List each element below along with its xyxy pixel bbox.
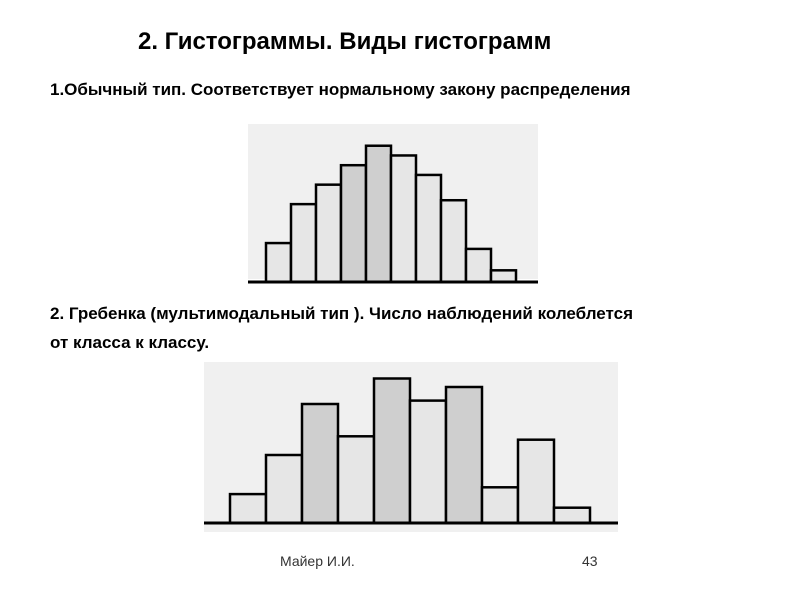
histogram-bar xyxy=(441,200,466,282)
histogram-bar xyxy=(410,401,446,523)
histogram-bar xyxy=(466,249,491,282)
histogram-bar xyxy=(291,204,316,282)
slide-title: 2. Гистограммы. Виды гистограмм xyxy=(138,28,552,55)
histogram-bar xyxy=(554,508,590,523)
histogram-bar xyxy=(341,165,366,282)
section-2-text-line-1: 2. Гребенка (мультимодальный тип ). Число наблюдений колеблется xyxy=(50,304,634,323)
histogram-bar xyxy=(266,243,291,282)
histogram-bar xyxy=(482,487,518,523)
normal-histogram xyxy=(248,124,538,289)
page-number: 43 xyxy=(582,553,598,569)
section-2-text-line-2: от класса к классу. xyxy=(50,333,210,352)
histogram-bar xyxy=(391,155,416,282)
histogram-bar xyxy=(374,379,410,524)
histogram-bar xyxy=(230,494,266,523)
histogram-bar xyxy=(316,185,341,282)
histogram-bar xyxy=(266,455,302,523)
footer-author: Майер И.И. xyxy=(280,553,355,569)
comb-histogram xyxy=(204,362,618,532)
histogram-bar xyxy=(366,146,391,282)
histogram-bar xyxy=(491,270,516,282)
histogram-bar xyxy=(518,440,554,523)
histogram-bar xyxy=(416,175,441,282)
histogram-bar xyxy=(302,404,338,523)
histogram-bar xyxy=(446,387,482,523)
section-1-text: 1.Обычный тип. Соответствует нормальному закону распределения xyxy=(50,80,631,99)
histogram-bar xyxy=(338,436,374,523)
